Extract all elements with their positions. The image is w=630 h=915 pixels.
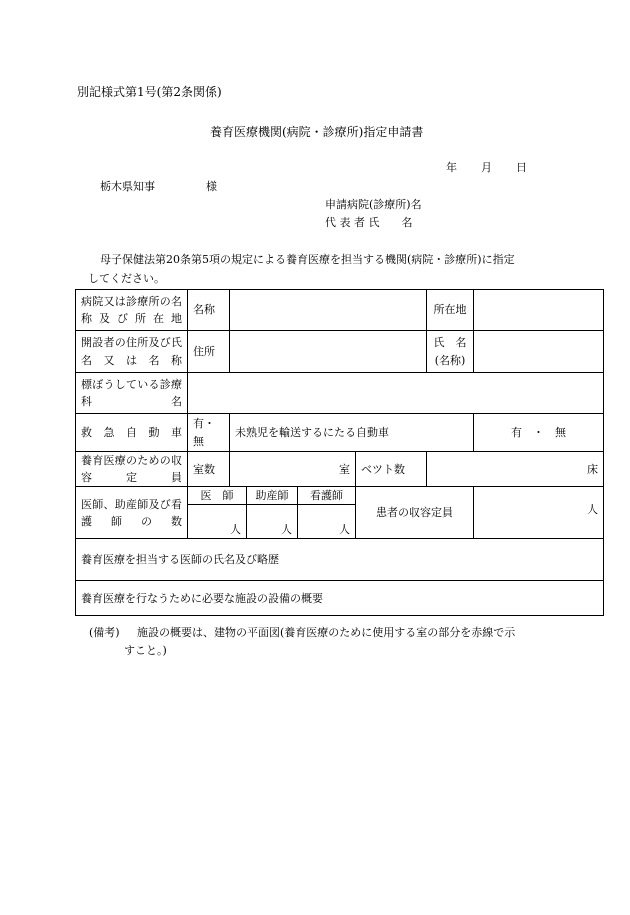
physician-history-label[interactable]: 養育医療を担当する医師の氏名及び略歴 [76, 539, 604, 581]
table-row-staff-header [76, 487, 604, 505]
honorific: 様 [206, 180, 217, 193]
founder-row-label: 開設者の住所及び氏名又は名称 [76, 331, 188, 373]
patient-capacity-label: 患者の収容定員 [356, 487, 474, 539]
applicant-hospital-label: 申請病院(診療所)名 [325, 198, 422, 211]
doctor-count-unit[interactable]: 人 [188, 505, 247, 539]
note-line2: すこと。) [124, 644, 167, 657]
incubator-vehicle-choice[interactable]: 有 ・ 無 [474, 414, 604, 452]
application-form-table [75, 289, 604, 616]
founder-name-label [427, 331, 474, 373]
rooms-unit[interactable]: 室 [230, 452, 356, 487]
rooms-label: 室数 [188, 452, 230, 487]
facility-address-label: 所在地 [427, 290, 474, 331]
doctor-count-label: 医 師 [188, 487, 247, 505]
date-month: 月 [481, 161, 492, 174]
founder-residence-label: 住所 [188, 331, 230, 373]
nurse-count-unit[interactable]: 人 [298, 505, 356, 539]
request-text-line2: してください。 [88, 272, 165, 285]
table-row-facility [76, 290, 604, 331]
form-title: 養育医療機関(病院・診療所)指定申請書 [210, 125, 424, 139]
table-row-departments [76, 373, 604, 414]
beds-unit[interactable]: 床 [427, 452, 604, 487]
note-label: (備考) [89, 626, 120, 639]
capacity-row-label: 養育医療のための収容定員 [76, 452, 188, 487]
departments-row-label: 標ぼうしている診療科名 [76, 373, 188, 414]
date-year: 年 [446, 161, 457, 174]
facility-name-field[interactable] [230, 290, 427, 331]
addressee: 栃木県知事 [100, 180, 155, 193]
equipment-overview-label[interactable]: 養育医療を行なうために必要な施設の設備の概要 [76, 581, 604, 616]
founder-name-label-line1: 氏 名 [433, 336, 467, 350]
founder-residence-field[interactable] [230, 331, 427, 373]
midwife-count-unit[interactable]: 人 [247, 505, 298, 539]
form-number: 別記様式第1号(第2条関係) [77, 85, 222, 99]
facility-row-label: 病院又は診療所の名称及び所在地 [76, 290, 188, 331]
facility-address-field[interactable] [474, 290, 604, 331]
facility-name-label: 名称 [188, 290, 230, 331]
founder-name-field[interactable] [474, 331, 604, 373]
table-row-founder [76, 331, 604, 373]
ambulance-row-label: 救急自動車 [76, 414, 188, 452]
incubator-vehicle-label: 未熟児を輸送するにたる自動車 [230, 414, 474, 452]
ambulance-choice[interactable]: 有・無 [188, 414, 230, 452]
patient-capacity-unit[interactable]: 人 [474, 487, 604, 539]
table-row-ambulance [76, 414, 604, 452]
table-row-equipment [76, 581, 604, 616]
founder-name-label-line2: (名称) [434, 353, 466, 367]
midwife-count-label: 助産師 [247, 487, 298, 505]
staff-row-label: 医師、助産師及び看護師の数 [76, 487, 188, 539]
table-row-capacity [76, 452, 604, 487]
note-line1: 施設の概要は、建物の平面図(養育医療のために使用する室の部分を赤線で示 [137, 626, 516, 639]
beds-label: ベツト数 [356, 452, 427, 487]
representative-label: 代 表 者 氏 名 [325, 216, 413, 229]
departments-field[interactable] [188, 373, 604, 414]
table-row-physician-history [76, 539, 604, 581]
nurse-count-label: 看護師 [298, 487, 356, 505]
date-day: 日 [516, 161, 527, 174]
request-text-line1: 母子保健法第20条第5項の規定による養育医療を担当する機関(病院・診療所)に指定 [100, 253, 515, 266]
